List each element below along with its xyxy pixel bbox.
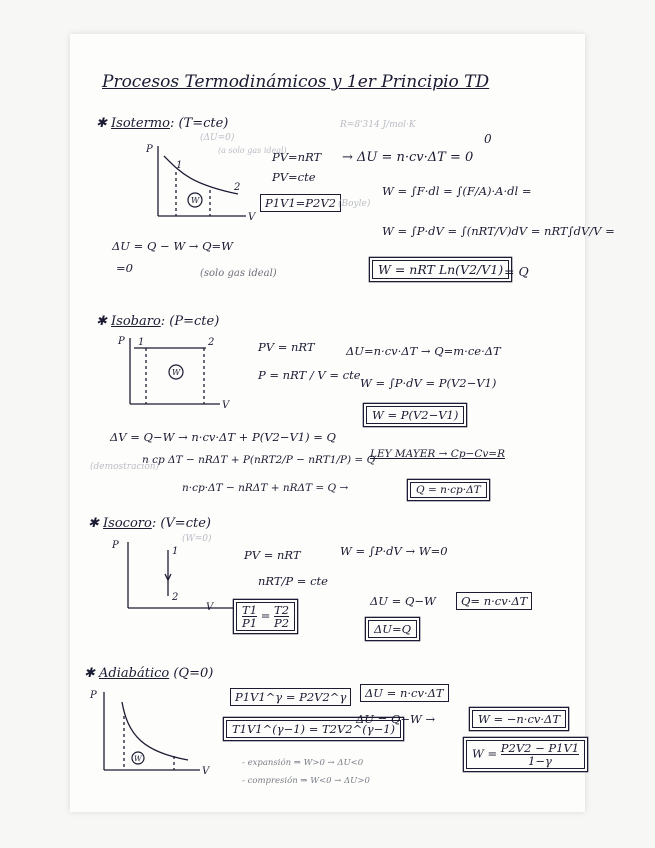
poisson-tv: T1V1^(γ−1) = T2V2^(γ−1) [226,720,401,738]
p-axis-label: P [146,144,153,155]
adiabat-curve [122,702,188,760]
gay-lussac-box: $\frac{T1}{P1}$ = $\frac{T2}{P2}$ [236,602,295,631]
svg-text:V: V [222,400,230,411]
isobar-heading: ✱ Isobaro: (P=cte) [96,314,220,329]
isocor-nrt-constant: nRT/P = cte [258,574,328,588]
isobar-work-result: W = P(V2−V1) [366,406,464,424]
svg-text:P: P [90,690,97,701]
isocor-heat-result: Q= n·cv·ΔT [456,592,532,610]
isoterm-condition: (T=cte) [178,116,229,131]
adiab-du-box: ΔU = n·cv·ΔT [360,684,449,702]
mayer-law: LEY MAYER → Cp−Cv=R [370,448,506,460]
isoterm-first-law: ΔU = Q − W → Q=W [112,239,233,253]
svg-text:2: 2 [234,182,241,193]
t2: T2 [274,603,290,617]
svg-text:2: 2 [172,592,179,603]
svg-text:2: 2 [208,337,215,348]
notebook-page [70,34,615,812]
p1: P1 [242,616,258,630]
isobar-pressure: P = nRT / V = cte [258,368,361,382]
adiab-pv-diagram [90,686,214,777]
isoterm-work-result: W = nRT Ln(V2/V1) [372,260,509,279]
adiab-heading-text: Adiabático [99,666,170,681]
isocor-heading-text: Isocoro [103,516,152,531]
boyle-label: (Boyle) [338,199,371,209]
isoterm-sub2: (a solo gas ideal) [218,146,287,155]
isobar-heat-result: Q = n·cp·ΔT [410,482,487,498]
gas-constant: R=8'314 J/mol·K [340,120,416,130]
isoterm-du: → ΔU = n·cv·ΔT = 0 [342,150,474,165]
isoterm-heading-text: Isotermo [111,116,170,131]
adiab-work-label: W = [472,746,498,761]
isocor-pv-diagram [110,536,240,612]
isobar-ideal-gas-law: PV = nRT [258,340,315,354]
adiab-heading: ✱ Adiabático (Q=0) [84,666,214,681]
adiab-work-numerator: P2V2 − P1V1 [500,741,580,755]
isobar-work: W = ∫P·dV = P(V2−V1) [360,376,497,390]
poisson-pv: P1V1^γ = P2V2^γ [230,688,351,706]
isocor-first-law: ΔU = Q−W [370,594,436,608]
v-axis-label: V [248,212,256,223]
isocor-condition: (V=cte) [160,516,211,531]
isobar-line1: ΔV = Q−W → n·cv·ΔT + P(V2−V1) = Q [110,430,336,444]
adiab-first-law: ΔU = Q−W → [356,712,436,726]
svg-text:P: P [112,540,119,551]
isoterm-ideal-gas-law: PV=nRT [272,150,322,164]
isobar-demo-note: (demostración) [90,462,160,472]
adiab-condition: (Q=0) [173,666,214,681]
boyle-law-box: P1V1=P2V2 [260,194,341,212]
svg-text:1: 1 [176,160,183,171]
isoterm-work-def: W = ∫F·dl = ∫(F/A)·A·dl = [382,184,532,198]
isocor-du-result: ΔU=Q [368,620,417,638]
isoterm-pv-diagram [146,142,260,223]
isoterm-pv-constant: PV=cte [272,170,316,184]
svg-text:1: 1 [172,546,179,557]
adiab-compression-note: - compresión ⇒ W<0 → ΔU>0 [242,776,370,786]
isoterm-zero-mark: 0 [484,132,492,146]
adiab-expansion-note: - expansión ⇒ W>0 → ΔU<0 [242,758,364,768]
isoterm-heading: ✱ Isotermo: (T=cte) [96,116,229,131]
t1: T1 [242,603,258,617]
isocor-work: W = ∫P·dV → W=0 [340,544,448,558]
svg-text:P: P [118,336,125,347]
isoterm-work-integral: W = ∫P·dV = ∫(nRT/V)dV = nRT∫dV/V = [382,224,615,238]
isocor-heading: ✱ Isocoro: (V=cte) [88,516,211,531]
isobar-du: ΔU=n·cv·ΔT → Q=m·ce·ΔT [346,344,501,358]
isobar-line3: n·cp·ΔT − nRΔT + nRΔT = Q → [182,482,349,494]
svg-text:V: V [202,766,210,777]
page-title: Procesos Termodinámicos y 1er Principio TD [102,72,490,92]
adiab-work-denominator: 1−γ [528,754,552,768]
adiab-work-box: W = −n·cv·ΔT [472,710,566,728]
svg-text:W: W [172,368,181,377]
isoterm-sub1: (ΔU=0) [200,133,235,143]
isobar-heading-text: Isobaro [111,314,161,329]
isoterm-du-zero: =0 [116,261,133,275]
svg-text:W: W [191,196,200,205]
svg-text:1: 1 [138,337,145,348]
svg-text:V: V [206,602,214,613]
p2: P2 [274,616,290,630]
isoterm-note: (solo gas ideal) [200,268,277,279]
isobar-pv-diagram [120,334,230,410]
isocor-sub: (W=0) [182,534,212,544]
isobar-condition: (P=cte) [169,314,220,329]
isobar-line2: n cp ΔT − nRΔT + P(nRT2/P − nRT1/P) = Q [142,454,376,466]
isoterm-equals-q: = Q [504,264,529,279]
isocor-ideal-gas-law: PV = nRT [244,548,301,562]
svg-text:W: W [134,754,142,763]
adiab-work-formula [466,740,585,769]
